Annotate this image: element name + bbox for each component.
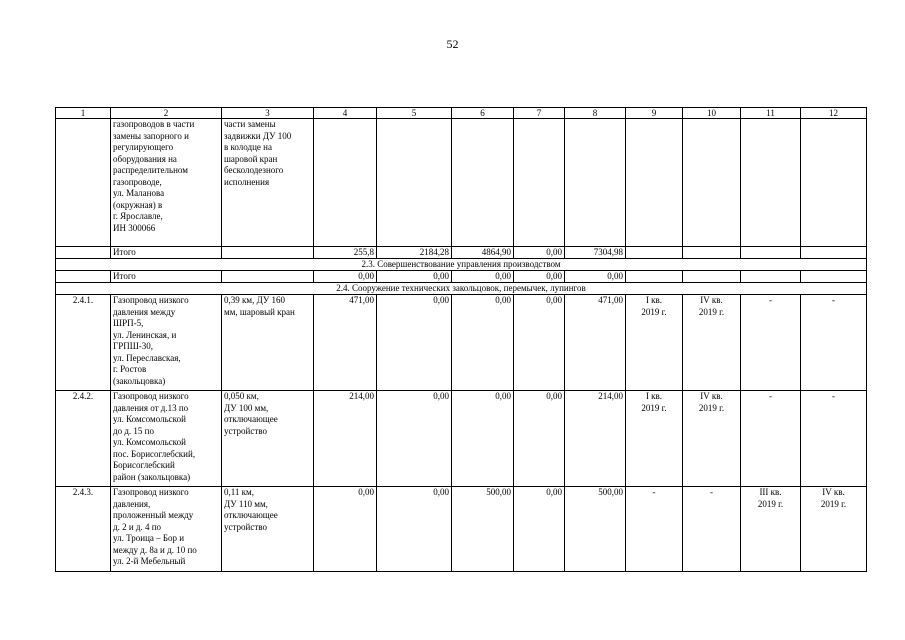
end-date-cell: IV кв. 2019 г. — [683, 295, 741, 391]
value-cell: 214,00 — [314, 391, 377, 487]
header-cell: 3 — [222, 108, 314, 119]
section-row — [56, 259, 867, 271]
date-cell: - — [801, 391, 867, 487]
total-label: Итого — [111, 247, 222, 259]
value-cell: 0,00 — [452, 391, 514, 487]
header-cell: 1 — [56, 108, 111, 119]
total-value: 0,00 — [377, 271, 452, 283]
header-cell: 10 — [683, 108, 741, 119]
value-cell: 214,00 — [565, 391, 626, 487]
object-spec-cell: части замены задвижки ДУ 100 в колодце на шаровой кран бесколодезного исполнения — [222, 119, 314, 247]
total-value: 4864,90 — [452, 247, 514, 259]
start-date-cell: III кв. 2019 г. — [741, 487, 801, 572]
header-cell: 12 — [801, 108, 867, 119]
header-row — [56, 108, 867, 119]
table-row — [56, 391, 867, 487]
header-cell: 11 — [741, 108, 801, 119]
total-value: 0,00 — [514, 247, 565, 259]
date-cell: - — [801, 295, 867, 391]
investment-table — [55, 107, 867, 572]
header-cell: 8 — [565, 108, 626, 119]
header-cell: 6 — [452, 108, 514, 119]
total-value: 0,00 — [452, 271, 514, 283]
value-cell: 0,00 — [377, 391, 452, 487]
value-cell: 500,00 — [565, 487, 626, 572]
row-id: 2.4.3. — [56, 487, 111, 572]
section-title: 2.4. Сооружение технических закольцовок, перемычек, лупингов — [56, 283, 867, 295]
header-cell: 2 — [111, 108, 222, 119]
total-value: 255,8 — [314, 247, 377, 259]
end-date-cell: IV кв. 2019 г. — [801, 487, 867, 572]
header-cell: 5 — [377, 108, 452, 119]
start-date-cell: I кв. 2019 г. — [626, 391, 683, 487]
total-value: 2184,28 — [377, 247, 452, 259]
total-value: 0,00 — [565, 271, 626, 283]
table-row — [56, 487, 867, 572]
object-name-cell: Газопровод низкого давления между ШРП-5, ул. Ленинская, и ГРПШ-30, ул. Переславская, г. Ростов (закольцовка) — [111, 295, 222, 391]
header-cell: 4 — [314, 108, 377, 119]
section-title: 2.3. Совершенствование управления производством — [56, 259, 867, 271]
object-spec-cell: 0,39 км, ДУ 160 мм, шаровый кран — [222, 295, 314, 391]
date-cell: - — [741, 391, 801, 487]
total-row — [56, 247, 867, 259]
value-cell: 0,00 — [514, 391, 565, 487]
value-cell: 0,00 — [514, 487, 565, 572]
continuation-row — [56, 119, 867, 247]
table-row — [56, 295, 867, 391]
object-spec-cell: 0,11 км, ДУ 110 мм, отключающее устройство — [222, 487, 314, 572]
value-cell: 500,00 — [452, 487, 514, 572]
end-date-cell: IV кв. 2019 г. — [683, 391, 741, 487]
value-cell: 471,00 — [314, 295, 377, 391]
object-name-cell: газопроводов в части замены запорного и регулирующего оборудования на распределительном газопроводе, ул. Маланова (окружная) в г. Ярославле, ИН 300066 — [111, 119, 222, 247]
header-cell: 7 — [514, 108, 565, 119]
page-number: 52 — [446, 37, 459, 51]
value-cell: 0,00 — [514, 295, 565, 391]
date-cell: - — [741, 295, 801, 391]
object-name-cell: Газопровод низкого давления, проложенный между д. 2 и д. 4 по ул. Троица – Бор и между д. 8а и д. 10 по ул. 2-й Мебельный — [111, 487, 222, 572]
value-cell: 0,00 — [377, 487, 452, 572]
header-cell: 9 — [626, 108, 683, 119]
total-value: 0,00 — [514, 271, 565, 283]
start-date-cell: I кв. 2019 г. — [626, 295, 683, 391]
total-label: Итого — [111, 271, 222, 283]
object-spec-cell: 0,050 км, ДУ 100 мм, отключающее устройство — [222, 391, 314, 487]
object-name-cell: Газопровод низкого давления от д.13 по ул. Комсомольской до д. 15 по ул. Комсомольской пос. Борисоглебский, Борисоглебский район (закольцовка) — [111, 391, 222, 487]
row-id: 2.4.2. — [56, 391, 111, 487]
total-row — [56, 271, 867, 283]
value-cell: 0,00 — [377, 295, 452, 391]
date-cell: - — [683, 487, 741, 572]
value-cell: 0,00 — [314, 487, 377, 572]
total-value: 7304,98 — [565, 247, 626, 259]
row-id: 2.4.1. — [56, 295, 111, 391]
date-cell: - — [626, 487, 683, 572]
total-value: 0,00 — [314, 271, 377, 283]
section-row — [56, 283, 867, 295]
value-cell: 0,00 — [452, 295, 514, 391]
value-cell: 471,00 — [565, 295, 626, 391]
